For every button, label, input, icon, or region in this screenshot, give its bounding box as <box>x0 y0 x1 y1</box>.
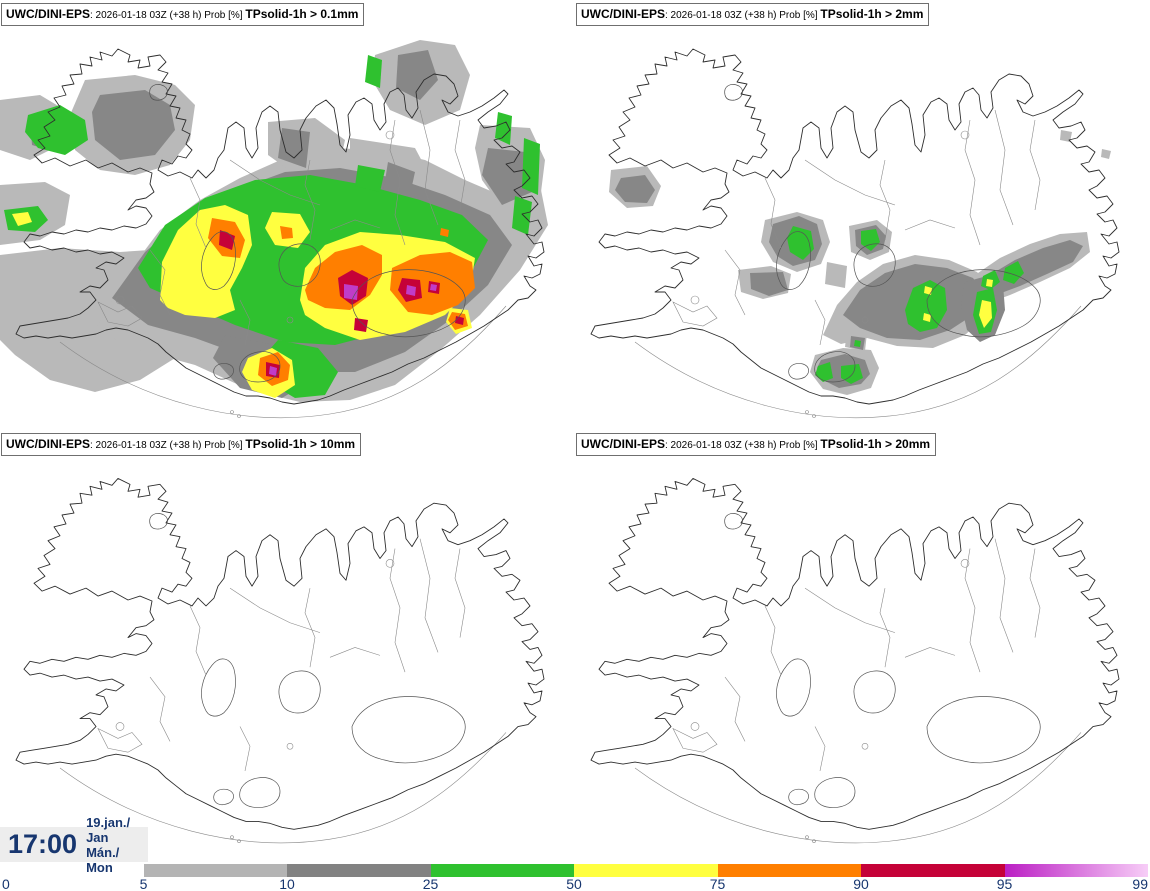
run-info: : 2026-01-18 03Z (+38 h) Prob [%] <box>665 440 821 451</box>
panel-prob-20mm <box>575 430 1150 855</box>
iceland-map-20mm <box>575 430 1150 855</box>
colorbar-tick-90: 90 <box>853 876 869 891</box>
colorbar-tick-95: 95 <box>996 876 1013 891</box>
valid-date: 19.jan./ Jan <box>86 814 131 845</box>
colorbar-tick-25: 25 <box>422 876 439 891</box>
threshold-label: TPsolid-1h > 2mm <box>820 7 924 21</box>
model-name: UWC/DINI-EPS <box>581 437 665 451</box>
valid-time-box <box>0 814 148 875</box>
iceland-map-0p1mm <box>0 0 575 430</box>
valid-day: Mán./ Mon <box>86 844 120 875</box>
threshold-label: TPsolid-1h > 20mm <box>820 437 931 451</box>
colorbar-tick-50: 50 <box>566 876 582 891</box>
colorbar-tick-10: 10 <box>279 876 295 891</box>
colorbar-tick-99: 99 <box>1132 876 1148 891</box>
panel-prob-0p1mm <box>0 0 575 430</box>
colorbar-tick-5: 5 <box>139 876 148 891</box>
valid-time: 17:00 <box>8 829 78 859</box>
panel-title-20mm <box>576 433 936 456</box>
panel-prob-10mm <box>0 430 575 855</box>
threshold-label: TPsolid-1h > 10mm <box>245 437 356 451</box>
panel-title-0p1mm <box>1 3 364 26</box>
panel-title-10mm <box>1 433 361 456</box>
panel-title-2mm <box>576 3 929 26</box>
run-info: : 2026-01-18 03Z (+38 h) Prob [%] <box>665 10 821 21</box>
colorbar-tick-75: 75 <box>709 876 726 891</box>
model-name: UWC/DINI-EPS <box>6 7 90 21</box>
model-name: UWC/DINI-EPS <box>581 7 665 21</box>
colorbar-tick-labels <box>0 876 1150 891</box>
run-info: : 2026-01-18 03Z (+38 h) Prob [%] <box>90 440 246 451</box>
run-info: : 2026-01-18 03Z (+38 h) Prob [%] <box>90 10 246 21</box>
colorbar-tick-0: 0 <box>2 876 10 891</box>
panel-prob-2mm <box>575 0 1150 430</box>
iceland-map-2mm <box>575 0 1150 430</box>
iceland-map-10mm <box>0 430 575 855</box>
threshold-label: TPsolid-1h > 0.1mm <box>245 7 359 21</box>
model-name: UWC/DINI-EPS <box>6 437 90 451</box>
